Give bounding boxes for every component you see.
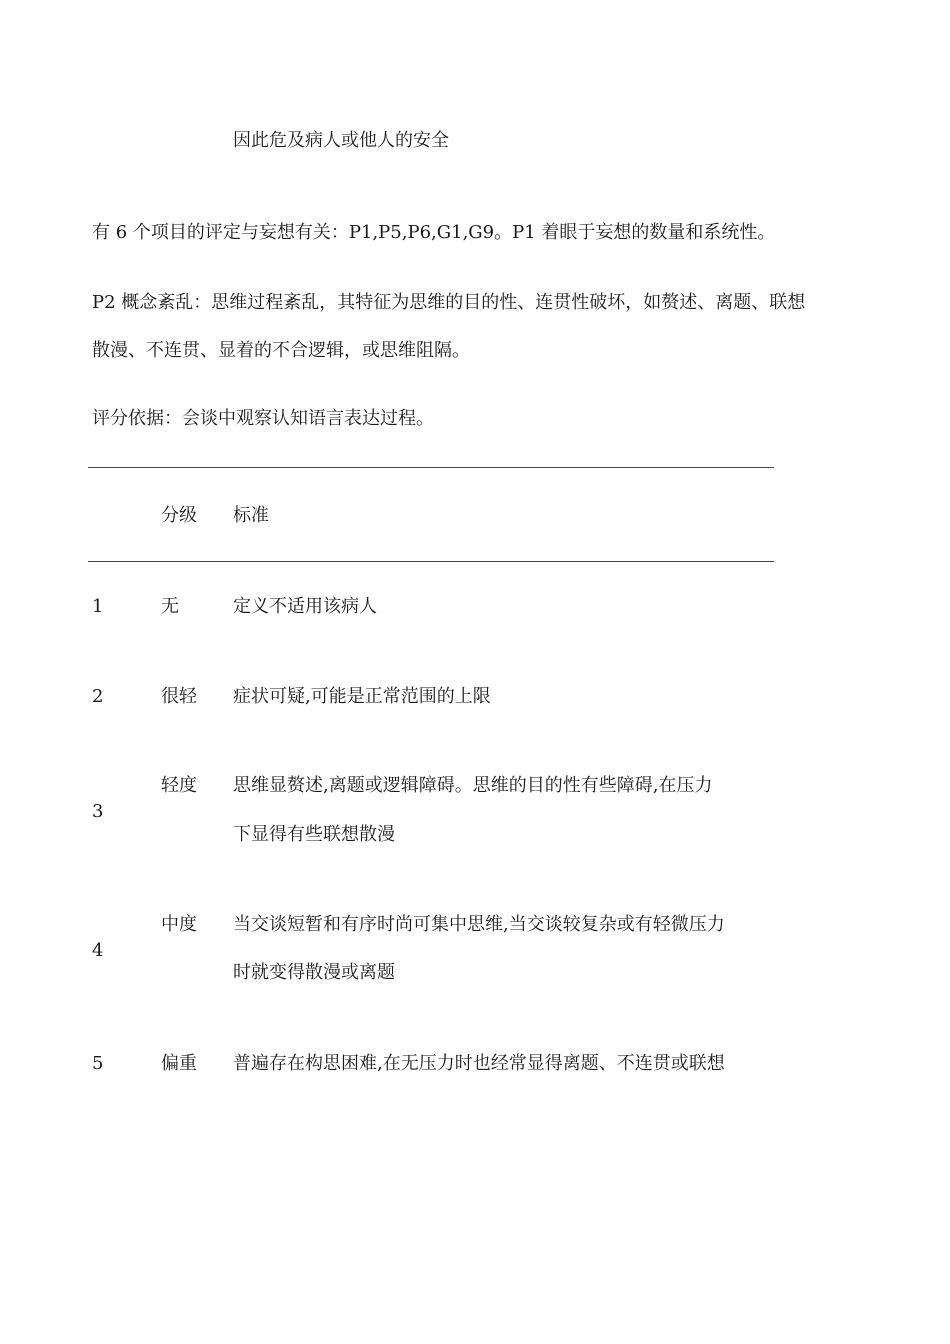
row-grade: 无 xyxy=(161,596,179,617)
row-number: 2 xyxy=(92,686,104,707)
table-header-grade: 分级 xyxy=(161,505,197,526)
table-header-criteria: 标准 xyxy=(233,505,269,526)
row-criteria-line-2: 时就变得散漫或离题 xyxy=(233,962,395,983)
row-criteria-line-2: 下显得有些联想散漫 xyxy=(233,824,395,845)
row-number: 4 xyxy=(92,940,104,961)
row-criteria-line-1: 当交谈短暂和有序时尚可集中思维,当交谈较复杂或有轻微压力 xyxy=(233,914,725,935)
paragraph-p2-line-2: 散漫、不连贯、显着的不合逻辑，或思维阻隔。 xyxy=(92,340,470,361)
paragraph-scoring-basis: 评分依据：会谈中观察认知语言表达过程。 xyxy=(92,408,434,429)
paragraph-delusion-items: 有 6 个项目的评定与妄想有关：P1,P5,P6,G1,G9。P1 着眼于妄想的数量和系统性。 xyxy=(92,222,776,243)
row-grade: 偏重 xyxy=(161,1053,197,1074)
table-top-rule xyxy=(88,467,774,468)
table-header-rule xyxy=(88,561,774,562)
row-grade: 轻度 xyxy=(161,775,197,796)
row-number: 3 xyxy=(92,801,104,822)
row-grade: 中度 xyxy=(161,914,197,935)
row-criteria-line-1: 定义不适用该病人 xyxy=(233,596,377,617)
row-criteria-line-1: 普遍存在构思困难,在无压力时也经常显得离题、不连贯或联想 xyxy=(233,1053,725,1074)
row-criteria-line-1: 症状可疑,可能是正常范围的上限 xyxy=(233,686,491,707)
row-criteria-line-1: 思维显赘述,离题或逻辑障碍。思维的目的性有些障碍,在压力 xyxy=(233,775,713,796)
row-number: 5 xyxy=(92,1053,104,1074)
row-grade: 很轻 xyxy=(161,686,197,707)
row-number: 1 xyxy=(92,596,104,617)
paragraph-top: 因此危及病人或他人的安全 xyxy=(233,130,449,151)
paragraph-p2-line-1: P2 概念紊乱：思维过程紊乱，其特征为思维的目的性、连贯性破坏，如赘述、离题、联想 xyxy=(92,292,806,313)
